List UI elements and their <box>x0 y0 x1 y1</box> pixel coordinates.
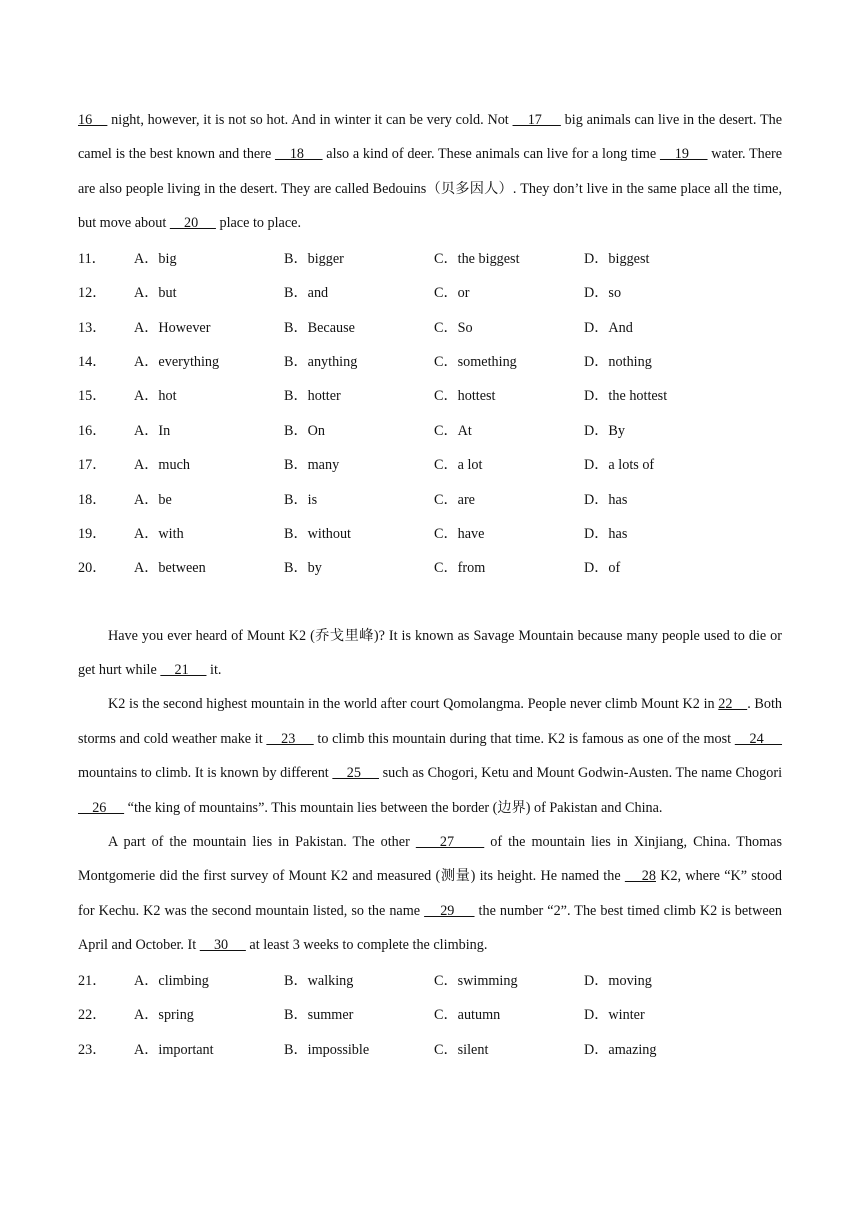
option-a: A．important <box>134 1041 214 1058</box>
question-number: 21． <box>78 972 107 989</box>
passage-text: “the king of mountains”. This mountain lies between the border (边界) of Pakistan and China. <box>127 799 663 816</box>
question-row <box>78 344 782 378</box>
option-d: D．And <box>584 319 633 336</box>
option-a: A．with <box>134 525 184 542</box>
option-a: A．climbing <box>134 972 209 989</box>
option-b: B．by <box>284 560 322 577</box>
blank-18: 18 <box>274 146 323 163</box>
passage-text: A part of the mountain lies in Pakistan. The other <box>108 833 410 850</box>
passage-text: big animals can live in the desert. The camel is the best known and there <box>78 112 783 163</box>
question-options-21-23 <box>78 963 782 1066</box>
question-row <box>78 1031 782 1065</box>
option-d: D．the hottest <box>584 388 668 405</box>
blank-24: 24 <box>734 730 783 747</box>
option-b: B．is <box>284 491 318 508</box>
option-d: D．By <box>584 422 625 439</box>
question-number: 16． <box>78 422 107 439</box>
option-b: B．anything <box>284 353 358 370</box>
question-row <box>78 275 782 309</box>
option-d: D．has <box>584 491 628 508</box>
option-d: D．so <box>584 285 622 302</box>
option-b: B．bigger <box>284 250 344 267</box>
option-b: B．many <box>284 457 340 474</box>
blank-30: 30 <box>199 937 246 954</box>
passage-text: . Both storms and cold weather make it <box>78 696 783 747</box>
passage-text: it. <box>210 661 222 678</box>
question-number: 18． <box>78 491 107 508</box>
option-d: D．amazing <box>584 1041 657 1058</box>
passage-2-paragraph-2 <box>78 687 782 825</box>
option-c: C．autumn <box>434 1007 501 1024</box>
option-a: A．everything <box>134 353 220 370</box>
passage-1-tail <box>78 103 782 241</box>
question-number: 20． <box>78 560 107 577</box>
passage-text: of the mountain lies in Xinjiang, China. Thomas Montgomerie did the first survey of Mount K2 and measured (测量) its height. He named the <box>78 833 782 885</box>
option-d: D．moving <box>584 972 652 989</box>
option-a: A．be <box>134 491 172 508</box>
option-c: C．So <box>434 319 473 336</box>
option-b: B．impossible <box>284 1041 370 1058</box>
question-number: 19． <box>78 525 107 542</box>
option-b: B．without <box>284 525 352 542</box>
question-options-11-20 <box>78 241 782 585</box>
option-c: C．or <box>434 285 470 302</box>
option-c: C．the biggest <box>434 250 520 267</box>
option-c: C．something <box>434 353 517 370</box>
option-c: C．At <box>434 422 472 439</box>
blank-20: 20 <box>169 215 216 232</box>
section-spacer <box>78 585 782 619</box>
option-a: A．spring <box>134 1007 194 1024</box>
passage-text: the number “2”. The best timed climb K2 is between April and October. It <box>78 902 783 954</box>
question-number: 12． <box>78 285 107 302</box>
question-row <box>78 481 782 515</box>
document-page <box>78 103 782 1066</box>
option-c: C．are <box>434 491 475 508</box>
passage-text: to climb this mountain during that time. K2 is famous as one of the most <box>317 730 732 747</box>
passage-2-paragraph-3 <box>78 825 782 963</box>
option-b: B．hotter <box>284 388 341 405</box>
blank-19: 19 <box>659 146 708 163</box>
option-c: C．a lot <box>434 457 483 474</box>
option-c: C．silent <box>434 1041 489 1058</box>
option-c: C．from <box>434 560 486 577</box>
option-c: C．have <box>434 525 485 542</box>
passage-text: at least 3 weeks to complete the climbing. <box>249 937 488 954</box>
option-a: A．between <box>134 560 206 577</box>
blank-29: 29 <box>424 902 475 919</box>
option-b: B．summer <box>284 1007 354 1024</box>
blank-22: 22 <box>718 696 748 713</box>
passage-text: mountains to climb. It is known by different <box>78 765 329 782</box>
passage-text: such as Chogori, Ketu and Mount Godwin-Austen. The name Chogori <box>382 765 783 782</box>
option-a: A．In <box>134 422 171 439</box>
option-b: B．and <box>284 285 329 302</box>
blank-27: 27 <box>415 833 485 850</box>
passage-2-paragraph-1 <box>78 619 782 688</box>
question-number: 15． <box>78 388 107 405</box>
option-c: C．hottest <box>434 388 496 405</box>
question-number: 22． <box>78 1007 107 1024</box>
blank-25: 25 <box>332 765 379 782</box>
question-row <box>78 516 782 550</box>
blank-16: 16 <box>78 112 108 128</box>
question-number: 14． <box>78 353 107 370</box>
question-number: 13． <box>78 319 107 336</box>
question-row <box>78 550 782 584</box>
option-a: A．but <box>134 285 177 302</box>
question-row <box>78 997 782 1031</box>
passage-text: K2 is the second highest mountain in the world after court Qomolangma. People never climb Mount K2 in <box>108 696 715 713</box>
question-row <box>78 963 782 997</box>
option-d: D．a lots of <box>584 457 655 474</box>
question-row <box>78 309 782 343</box>
passage-text: night, however, it is not so hot. And in winter it can be very cold. Not <box>111 112 509 128</box>
option-c: C．swimming <box>434 972 518 989</box>
blank-23: 23 <box>266 730 314 747</box>
passage-text: water. There are also people living in the desert. They are called Bedouins（贝多因人）. They don’t live in the same place all the time, but move about <box>78 146 783 232</box>
question-row <box>78 447 782 481</box>
option-b: B．Because <box>284 319 355 336</box>
question-row <box>78 241 782 275</box>
option-d: D．of <box>584 560 621 577</box>
question-row <box>78 413 782 447</box>
question-row <box>78 378 782 412</box>
blank-21: 21 <box>160 661 207 678</box>
option-d: D．has <box>584 525 628 542</box>
blank-17: 17 <box>512 112 561 128</box>
option-a: A．big <box>134 250 177 267</box>
question-number: 11． <box>78 250 106 267</box>
passage-text: place to place. <box>219 215 301 232</box>
option-b: B．walking <box>284 972 354 989</box>
option-d: D．nothing <box>584 353 652 370</box>
option-a: A．hot <box>134 388 177 405</box>
option-a: A．much <box>134 457 190 474</box>
passage-text: K2, where “K” stood for Kechu. K2 was the second mountain listed, so the name <box>78 868 783 919</box>
option-d: D．winter <box>584 1007 645 1024</box>
passage-text: Have you ever heard of Mount K2 (乔戈里峰)? It is known as Savage Mountain because many people used to die or get hurt while <box>78 627 782 678</box>
blank-28: 28 <box>624 868 656 885</box>
passage-text: also a kind of deer. These animals can live for a long time <box>326 146 657 163</box>
question-number: 23． <box>78 1041 107 1058</box>
option-d: D．biggest <box>584 250 650 267</box>
question-number: 17． <box>78 457 107 474</box>
blank-26: 26 <box>78 799 125 816</box>
option-b: B．On <box>284 422 325 439</box>
option-a: A．However <box>134 319 211 336</box>
